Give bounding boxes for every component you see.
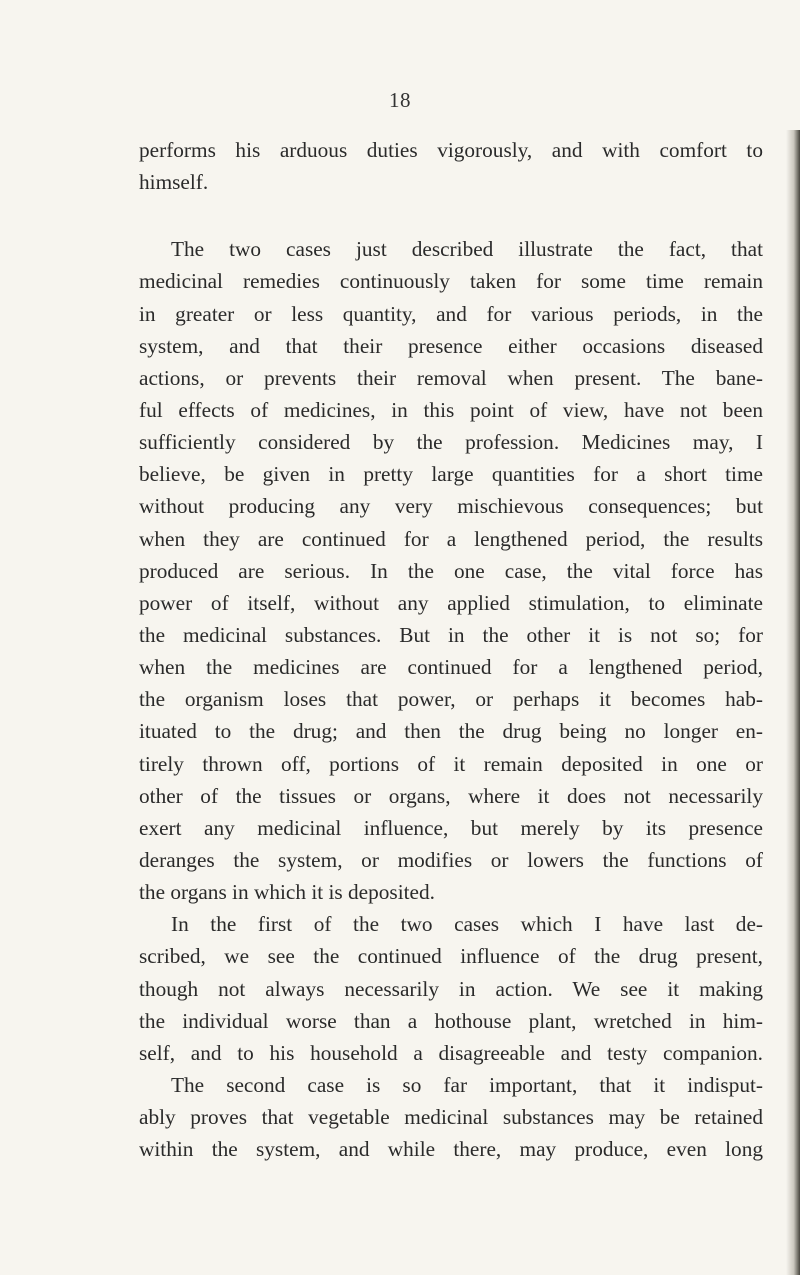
paragraph-gap: [139, 198, 763, 233]
text-line: ful effects of medicines, in this point of view, have not been: [139, 397, 763, 422]
text-line: medicinal remedies continuously taken for some time remain: [139, 269, 763, 294]
text-line: the medicinal substances. But in the other it is not so; for: [139, 622, 763, 647]
text-line: In the first of the two cases which I have last de-: [171, 912, 763, 937]
text-line: power of itself, without any applied stimulation, to eliminate: [139, 590, 763, 615]
page-number: 18: [389, 88, 411, 112]
text-line: within the system, and while there, may produce, even long: [139, 1137, 763, 1162]
text-line: tirely thrown off, portions of it remain deposited in one or: [139, 751, 763, 776]
page-edge-shadow: [786, 130, 800, 1275]
text-line: deranges the system, or modifies or lowers the functions of: [139, 847, 763, 872]
text-line: without producing any very mischievous consequences; but: [139, 494, 763, 519]
text-line: the individual worse than a hothouse plant, wretched in him-: [139, 1008, 763, 1033]
text-line: believe, be given in pretty large quantities for a short time: [139, 462, 763, 487]
body-text: [139, 134, 763, 1165]
text-line: scribed, we see the continued influence of the drug present,: [139, 944, 763, 969]
text-line: The two cases just described illustrate the fact, that: [171, 237, 763, 262]
text-line: performs his arduous duties vigorously, and with comfort to: [139, 138, 763, 162]
text-line: the organism loses that power, or perhaps it becomes hab-: [139, 687, 763, 712]
text-line: ituated to the drug; and then the drug being no longer en-: [139, 719, 763, 744]
text-line: The second case is so far important, that it indisput-: [171, 1072, 763, 1097]
text-line: self, and to his household a disagreeable and testy companion.: [139, 1040, 763, 1065]
text-line: himself.: [139, 170, 209, 195]
text-line: system, and that their presence either occasions diseased: [139, 333, 763, 358]
text-line: when the medicines are continued for a lengthened period,: [139, 655, 763, 680]
text-line: produced are serious. In the one case, the vital force has: [139, 558, 763, 583]
text-line: ably proves that vegetable medicinal substances may be retained: [139, 1105, 763, 1130]
text-line: in greater or less quantity, and for various periods, in the: [139, 301, 763, 326]
text-line: exert any medicinal influence, but merely by its presence: [139, 815, 763, 840]
text-line: other of the tissues or organs, where it does not necessarily: [139, 783, 763, 808]
text-line: actions, or prevents their removal when present. The bane-: [139, 365, 763, 390]
text-line: when they are continued for a lengthened period, the results: [139, 526, 763, 551]
text-line: though not always necessarily in action. We see it making: [139, 976, 763, 1001]
text-line: the organs in which it is deposited.: [139, 880, 435, 905]
text-line: sufficiently considered by the profession. Medicines may, I: [139, 430, 763, 455]
